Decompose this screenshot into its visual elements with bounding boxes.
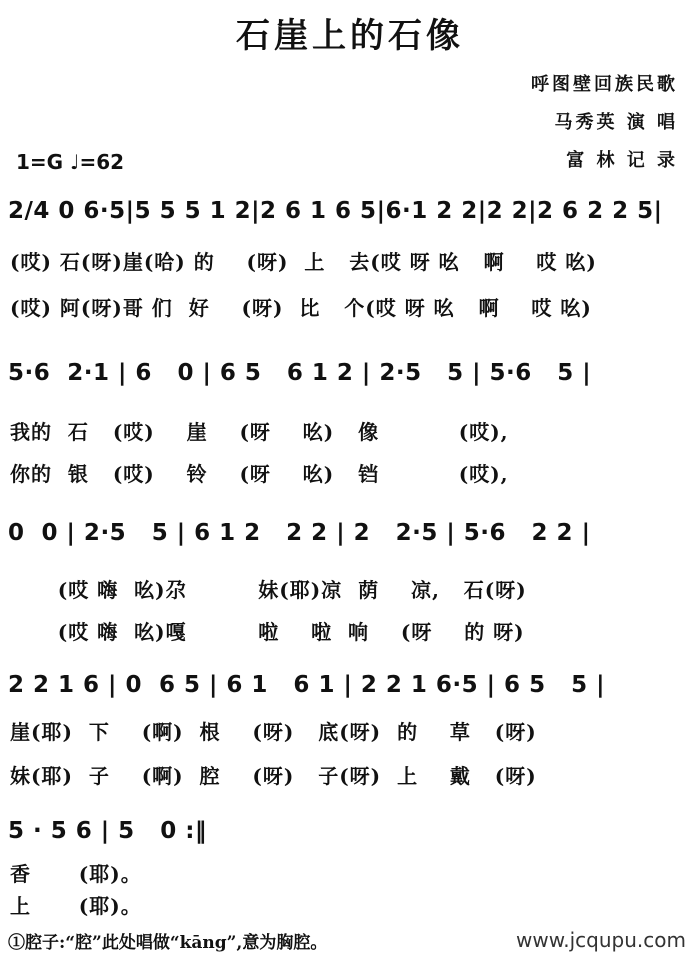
- lyric-line-5b: 上 (耶)。: [10, 894, 142, 918]
- lyric-line-1a: (哎) 石(呀)崖(哈) 的 (呀) 上 去(哎 呀 吆 啊 哎 吆): [10, 250, 597, 274]
- lyric-line-1b: (哎) 阿(呀)哥 们 好 (呀) 比 个(哎 呀 吆 啊 哎 吆): [10, 296, 592, 320]
- lyric-line-3b: (哎 嗨 吆)嘎 啦 啦 响 (呀 的 呀): [10, 620, 525, 644]
- lyric-line-5a: 香 (耶)。: [10, 862, 142, 886]
- notation-line-1: 2/4 0 6·5|5 5 5 1 2|2 6 1 6 5|6·1 2 2|2 2|2 6 2 2 5|: [8, 198, 663, 224]
- key-tempo: 1=G ♩=62: [16, 150, 125, 174]
- lyric-line-4a: 崖(耶) 下 (啊) 根 (呀) 底(呀) 的 草 (呀): [10, 720, 537, 744]
- page-title: 石崖上的石像: [236, 16, 464, 56]
- notation-line-2: 5·6 2·1 | 6 0 | 6 5 6 1 2 | 2·5 5 | 5·6 5 |: [8, 360, 592, 386]
- notation-line-4: 2 2 1 6 | 0 6 5 | 6 1 6 1 | 2 2 1 6·5 | 6 5 5 |: [8, 672, 606, 698]
- watermark: www.jcqupu.com: [516, 928, 686, 952]
- lyric-line-2b: 你的 银 (哎) 铃 (呀 吆) 铛 (哎),: [10, 462, 509, 486]
- singer-credit: 马秀英 演 唱: [554, 112, 678, 133]
- lyric-line-3a: (哎 嗨 吆)尕 妹(耶)凉 荫 凉, 石(呀): [10, 578, 527, 602]
- lyric-line-2a: 我的 石 (哎) 崖 (呀 吆) 像 (哎),: [10, 420, 509, 444]
- footnote: ①腔子:“腔”此处唱做“kāng”,意为胸腔。: [8, 933, 328, 953]
- origin-credit: 呼图壁回族民歌: [531, 74, 678, 95]
- lyric-line-4b: 妹(耶) 子 (啊) 腔 (呀) 子(呀) 上 戴 (呀): [10, 764, 537, 788]
- notation-line-3: 0 0 | 2·5 5 | 6 1 2 2 2 | 2 2·5 | 5·6 2 2 |: [8, 520, 591, 546]
- notation-line-5: 5 · 5 6 | 5 0 :‖: [8, 818, 207, 844]
- recorder-credit: 富 林 记 录: [566, 150, 678, 171]
